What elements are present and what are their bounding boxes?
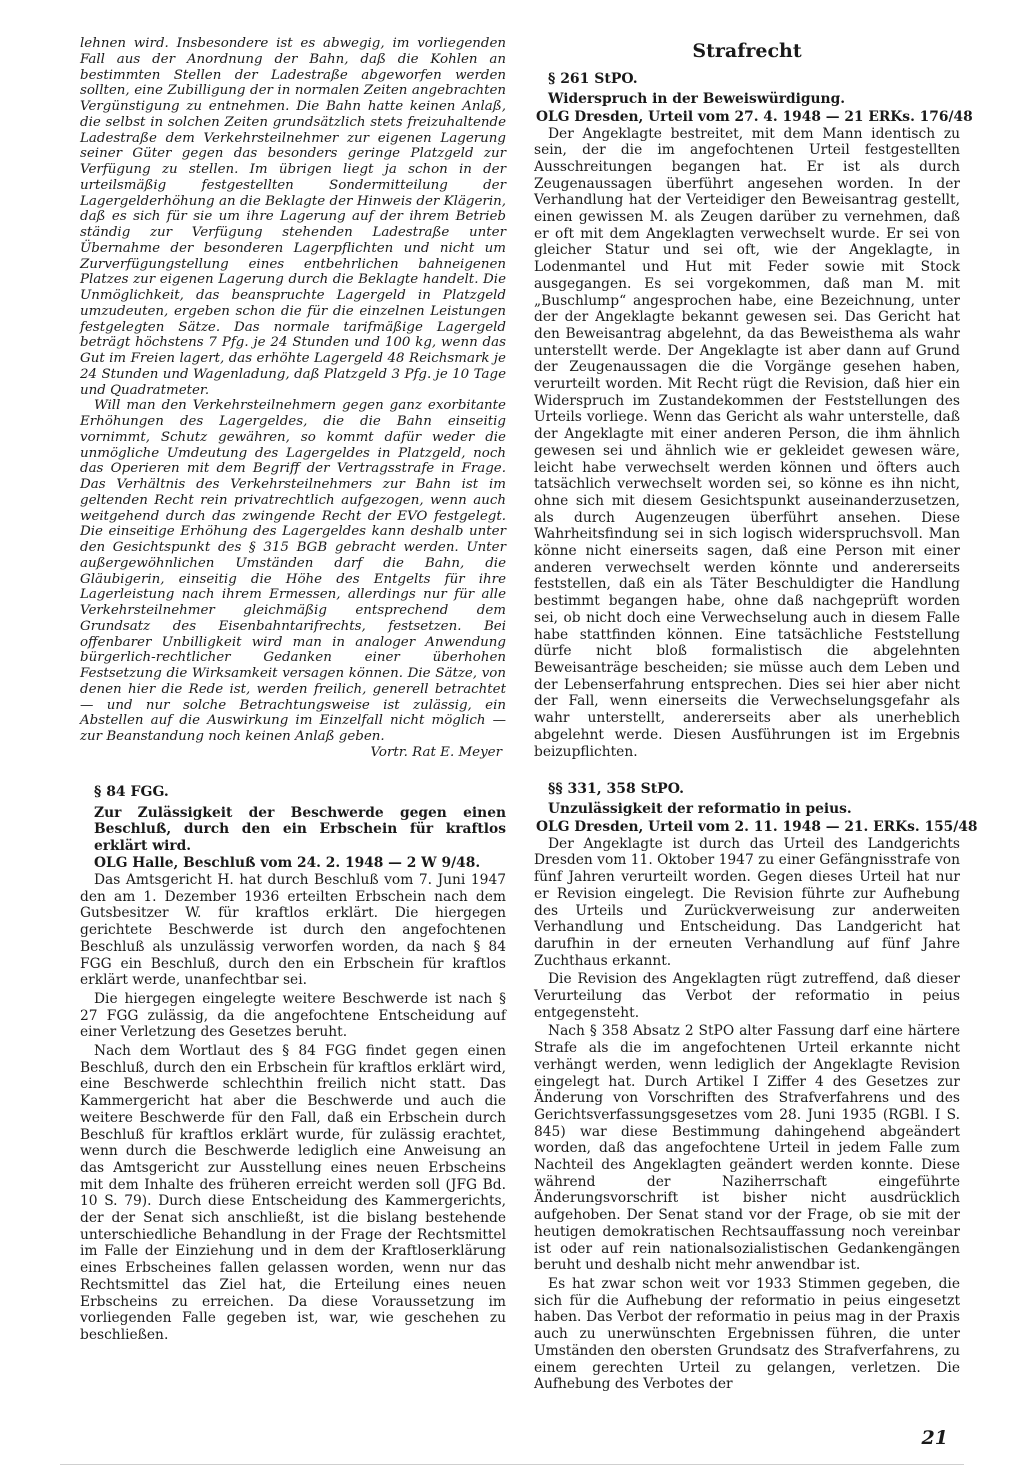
body-paragraph: Das Amtsgericht H. hat durch Beschluß vom 7. Juni 1947 den am 1. Dezember 1936 erteilten Erbschein nach dem Gutsbesitzer W. für kraftlos erklärt. Die hiergegen gerichtete Beschwerde ist durch den angefochtenen Beschluß als unzulässig verworfen worden, da nach § 84 FGG ein Beschluß, durch den ein Erbschein für kraftlos erklärt werde, unanfechtbar sei. xyxy=(80,872,506,989)
case-title-fgg: Zur Zulässigkeit der Beschwerde gegen einen Beschluß, durch den ein Erbschein für kraftlos erklärt wird. xyxy=(94,804,506,854)
case-title-331: Unzulässigkeit der reformatio in peius. xyxy=(548,801,852,818)
case-title-261: Widerspruch in der Beweiswürdigung. xyxy=(548,91,846,107)
left-column xyxy=(80,36,506,1344)
body-paragraph: Es hat zwar schon weit vor 1933 Stimmen gegeben, die sich für die Aufhebung der reformatio in peius eingesetzt haben. Das Verbot der reformatio in peius mag in der Praxis auch zu unerwünschten Ergebnissen führen, die unter Umständen den obersten Grundsatz des Strafverfahrens, zu einem gerechten Urteil zu gelangen, verletzen. Die Aufhebung des Verbotes der xyxy=(534,1276,960,1393)
right-column xyxy=(534,36,978,1393)
body-paragraph: Die hiergegen eingelegte weitere Beschwerde ist nach § 27 FGG zulässig, da die angefochtene Entscheidung auf einer Verletzung des Gesetzes beruht. xyxy=(80,990,506,1041)
body-paragraph: Der Angeklagte ist durch das Urteil des Landgerichts Dresden vom 11. Oktober 1947 zu einer Gefängnisstrafe von fünf Jahren verurteilt worden. Gegen dieses Urteil hat nur er Revision eingelegt. Die Revision führte zur Aufhebung des Urteils und Zurückverweisung zur anderweiten Verhandlung und Entscheidung. Das Landgericht hat darufhin in der erneuten Verhandlung auf fünf Jahre Zuchthaus erkannt. xyxy=(534,835,960,969)
page-number: 21 xyxy=(921,1427,948,1449)
body-paragraph: Nach § 358 Absatz 2 StPO alter Fassung darf eine härtere Strafe als die im angefochtenen Urteil erkannte nicht verhängt werden, wenn lediglich der Angeklagte Revision eingelegt hat. Durch Artikel I Ziffer 4 des Gesetzes zur Änderung von Vorschriften des Strafverfahrens und des Gerichtsverfassungsgesetzes vom 28. Juni 1935 (RGBl. I S. 845) war diese Bestimmung dahingehend abgeändert worden, daß das angefochtene Urteil in jedem Falle zum Nachteil des Angeklagten geändert werden konnte. Diese während der Naziherrschaft eingeführte Änderungsvorschrift ist bisher nicht ausdrücklich aufgehoben. Der Senat stand vor der Frage, ob sie mit der heutigen demokratischen Rechtsauffassung noch vereinbar ist oder auf rein nationalsozialistischen Gedankengängen beruht und deshalb nicht mehr anwendbar ist. xyxy=(534,1023,960,1274)
body-paragraph: Nach dem Wortlaut des § 84 FGG findet gegen einen Beschluß, durch den ein Erbschein für kraftlos erklärt wird, eine Beschwerde schlechthin freilich nicht statt. Das Kammergericht hat aber die Beschwerde und auch die weitere Beschwerde für den Fall, daß ein Erbschein durch Beschluß für kraftlos erklärt wurde, für zulässig erachtet, wenn durch die Beschwerde lediglich eine Anweisung an das Amtsgericht zur Ausstellung eines neuen Erbscheins mit dem Inhalte des früheren erreicht werden soll (JFG Bd. 10 S. 79). Durch diese Entscheidung des Kammergerichts, der der Senat sich anschließt, ist die bislang bestehende unterschiedliche Behandlung in der Frage der Rechtsmittel im Falle der Einziehung und in dem der Kraftloserklärung eines Erbscheines fallen gelassen worden, wenn nur das Rechtsmittel das Ziel hat, die Erteilung eines neuen Erbscheins zu erreichen. Da diese Voraussetzung im vorliegenden Falle gegeben ist, war, wie geschehen zu beschließen. xyxy=(80,1043,506,1343)
court-line-261: OLG Dresden, Urteil vom 27. 4. 1948 — 21 ERKs. 176/48 xyxy=(536,108,973,125)
section-heading-261: § 261 StPO. xyxy=(548,71,638,87)
commentary-paragraph: Will man den Verkehrsteilnehmern gegen ganz exorbitante Erhöhungen des Lagergeldes, die die Bahn einseitig vornimmt, Schutz gewähren, so kommt dafür weder die unmögliche Umdeutung des Lagergeldes in Platzgeld, noch das Operieren mit dem Begriff der Vertragsstrafe in Frage. Das Verhältnis des Verkehrsteilnehmers zur Bahn ist im geltenden Recht rein privatrechtlich aufgezogen, wenn auch weitgehend durch das zwingende Recht der EVO festgelegt. Die einseitige Erhöhung des Lagergeldes kann deshalb unter den Gesichtspunkt des § 315 BGB gebracht werden. Unter außergewöhnlichen Umständen darf die Bahn, die Gläubigerin, einseitig die Höhe des Entgelts für ihre Lagerleistung nach ihrem Ermessen, allerdings nur für alle Verkehrsteilnehmer gleichmäßig entsprechend dem Grundsatz des Eisenbahntarifrechts, festsetzen. Bei offenbarer Unbilligkeit wird man in analoger Anwendung bürgerlich-rechtlicher Gedanken einer überhohen Festsetzung die Wirksamkeit versagen können. Die Sätze, von denen hier die Rede ist, werden freilich, generell betrachtet — und nur solche Betrachtungsweise ist zulässig, ein Abstellen auf die Auswirkung im Einzelfall nicht möglich — zur Beanstandung noch keinen Anlaß geben. xyxy=(80,398,506,744)
continuation-paragraph: lehnen wird. Insbesondere ist es abwegig, im vorliegenden Fall aus der Anordnung der Bahn, daß die Kohlen an bestimmten Stellen der Ladestraße abgeworfen werden sollten, eine Zubilligung der in normalen Zeiten angebrachten Vergünstigung zu entnehmen. Die Bahn hatte keinen Anlaß, die selbst in solchen Zeiten grundsätzlich stets freizuhaltende Ladestraße dem Verkehrsteilnehmer zur eigenen Lagerung seiner Güter gegen das besonders geringe Platzgeld zur Verfügung zu stellen. Im übrigen liegt ja schon in der urteilsmäßig festgestellten Sondermitteilung der Lagergelderhöhung an die Beklagte der Hinweis der Klägerin, daß es sich für sie um ihre Lagerung auf der ihrem Betrieb ständig zur Verfügung stehenden Ladestraße unter Übernahme der besonderen Lagerpflichten und nicht um Zurverfügungstellung eines entbehrlichen bahneigenen Platzes zur eigenen Lagerung durch die Beklagte handelt. Die Unmöglichkeit, das beanspruchte Lagergeld in Platzgeld umzudeuten, ergeben schon die für die einzelnen Leistungen festgelegten Sätze. Das normale tarifmäßige Lagergeld beträgt höchstens 7 Pfg. je 24 Stunden und 100 kg, wenn das Gut im Freien lagert, das erhöhte Lagergeld 48 Reichsmark je 24 Stunden und Wagenladung, daß Platzgeld 3 Pfg. je 10 Tage und Quadratmeter. xyxy=(80,36,506,398)
court-line-331: OLG Dresden, Urteil vom 2. 11. 1948 — 21. ERKs. 155/48 xyxy=(536,818,978,835)
body-paragraph: Der Angeklagte bestreitet, mit dem Mann identisch zu sein, der die im angefochtenen Urteil festgestellten Ausschreitungen begangen hat. Er ist als durch Zeugenaussagen überführt angesehen worden. In der Verhandlung hat der Verteidiger den Beweisantrag gestellt, einen gewissen M. als Zeugen darüber zu vernehmen, daß er oft mit dem Angeklagten verwechselt wurde. Er sei von gleicher Statur und sei oft, wie der Angeklagte, in Lodenmantel und Hut mit Feder sowie mit Stock ausgegangen. Es sei vorgekommen, daß man M. mit „Buschlump“ angesprochen habe, eine Bezeichnung, unter der der Angeklagte bekannt gewesen sei. Das Gericht hat den Beweisantrag abgelehnt, da das Beweisthema als wahr unterstellt werde. Der Angeklagte ist aber dann auf Grund der Zeugenaussagen die die Vorgänge gesehen haben, verurteilt worden. Mit Recht rügt die Revision, daß hier ein Widerspruch im Zustandekommen der Feststellungen des Urteils vorliege. Wenn das Gericht als wahr unterstelle, daß der Angeklagte mit einer anderen Person, die ihm ähnlich gewesen sei und ähnlich wie er gekleidet gewesen wäre, leicht habe verwechselt werden können und öfters auch tatsächlich verwechselt worden sei, so könne es ihn nicht, ohne sich mit diesem Gesichtspunkt auseinanderzusetzen, als durch Augenzeugen überführt ansehen. Diese Wahrheitsfindung sei in sich logisch widerspruchsvoll. Man könne nicht einerseits sagen, daß eine Person mit einer anderen verwechselt werden könnte und andererseits feststellen, daß ein als Täter Beschuldigter die Handlung bestimmt begangen habe, ohne daß nachgeprüft worden sei, ob nicht doch eine Verwechselung auch in diesem Falle habe stattfinden können. Eine tatsächliche Feststellung dürfe nicht bloß formalistisch die abgelehnten Beweisanträge bescheiden; sie müsse auch dem Leben und der Lebenserfahrung entsprechen. Dies sei hier aber nicht der Fall, wenn einerseits die Verwechselungsgefahr als wahr unterstellt, andererseits aber als unerheblich abgelehnt werde. Diesen Ausführungen ist im Ergebnis beizupflichten. xyxy=(534,125,960,760)
section-heading-fgg: § 84 FGG. xyxy=(94,783,169,800)
body-paragraph: Die Revision des Angeklagten rügt zutreffend, daß dieser Verurteilung das Verbot der reformatio in peius entgegensteht. xyxy=(534,971,960,1021)
bottom-rule xyxy=(60,1464,964,1465)
signature: Vortr. Rat E. Meyer xyxy=(370,744,502,760)
section-heading-331: §§ 331, 358 StPO. xyxy=(548,781,684,798)
court-line-fgg: OLG Halle, Beschluß vom 24. 2. 1948 — 2 W 9/48. xyxy=(94,855,481,871)
rubric-heading: Strafrecht xyxy=(692,40,802,62)
